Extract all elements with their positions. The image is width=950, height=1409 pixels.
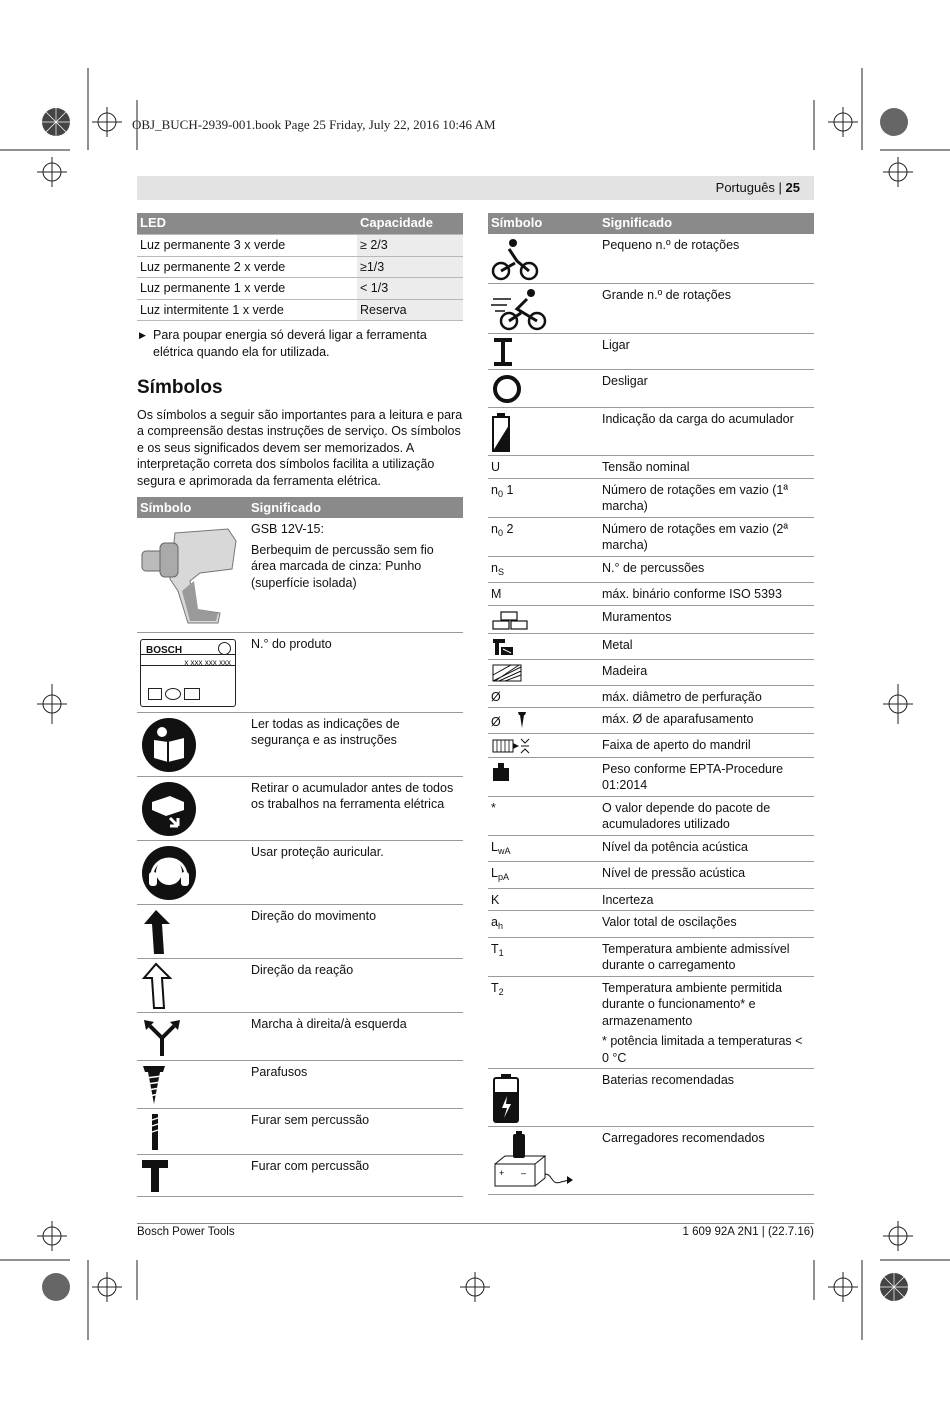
table-row [137,1012,463,1060]
drill-bit-icon [140,1112,170,1152]
capacity-cell: ≥1/3 [357,256,463,278]
table-row [488,757,814,796]
table-row [137,1108,463,1154]
table-row [137,1154,463,1196]
symbol-u: U [488,456,599,479]
drill-icon [140,521,240,626]
table-row [137,840,463,904]
plate-number: x xxx xxx xxx [184,657,231,667]
table-row [137,278,463,300]
reaction-direction-text: Direção da reação [248,958,463,1012]
left-column [137,213,463,1197]
ear-protection-icon [140,844,198,902]
table-row [488,862,814,889]
recommended-battery-icon [491,1072,521,1124]
symbol-screw-diameter: Ø [488,708,599,734]
table-row [137,904,463,958]
nameplate-icon [140,639,236,707]
table-row [137,235,463,257]
uncertainty-text: Incerteza [599,888,814,911]
symbol-lwa: $L_{wA}$ [488,835,599,862]
vibration-text: Valor total de oscilações [599,911,814,938]
drill-model: GSB 12V-15: [251,522,324,537]
off-symbol-icon [491,373,523,405]
movement-direction-text: Direção do movimento [248,904,463,958]
chuck-range-text: Faixa de aperto do mandril [599,733,814,757]
symbol-lpa: $L_{pA}$ [488,862,599,889]
table-row [488,1069,814,1127]
table-row [488,234,814,284]
intro-paragraph: Os símbolos a seguir são importantes para a leitura e para a compreensão destas instruções de serviço. Os símbolos e os seus significados devem ser memorizados. A interpretação correta dos símbolos facilita a utilização segura e aprimorada da ferramenta elétrica. [137,407,463,488]
table-row [488,796,814,835]
table-row [488,911,814,938]
arrow-filled-icon [140,908,180,956]
remove-battery-text: Retirar o acumulador antes de todos os trabalhos na ferramenta elétrica [248,776,463,840]
masonry-icon [491,609,531,631]
table-row [488,888,814,911]
recommended-chargers-text: Carregadores recomendados [599,1127,814,1195]
drill-impact-text: Furar com percussão [248,1154,463,1196]
recommended-charger-icon [491,1130,575,1192]
impact-rate-text: N.° de percussões [599,556,814,583]
table-row [488,408,814,456]
wood-icon [491,663,523,683]
symbol-header: Símbolo [488,213,599,234]
off-text: Desligar [599,370,814,408]
symbol-asterisk: * [488,796,599,835]
masonry-text: Muramentos [599,605,814,633]
page-header [137,176,814,200]
led-cell: Luz permanente 3 x verde [137,235,357,257]
remove-battery-icon [140,780,198,838]
symbol-ns: $n_S$ [488,556,599,583]
no-load-speed-2-text: Número de rotações em vazio (2ª marcha) [599,517,814,556]
read-manual-icon [140,716,198,774]
product-number-label: N.° do produto [248,632,463,712]
arrow-outline-icon [140,962,180,1010]
capacity-cell: Reserva [357,299,463,321]
symbol-ah: $a_h$ [488,911,599,938]
sound-pressure-text: Nível de pressão acústica [599,862,814,889]
capacity-cell: ≥ 2/3 [357,235,463,257]
rated-voltage-text: Tensão nominal [599,456,814,479]
symbol-n0-2: $n_0$ 2 [488,517,599,556]
svg-text:+: + [499,1168,505,1178]
symbol-header: Símbolo [137,497,248,518]
table-row [137,712,463,776]
on-symbol-icon [491,337,517,367]
led-table [137,213,463,321]
header-language: Português | [715,180,786,195]
table-row [137,958,463,1012]
symbol-k: K [488,888,599,911]
battery-charge-icon [491,411,511,453]
table-row [488,733,814,757]
recommended-batteries-text: Baterias recomendadas [599,1069,814,1127]
table-row [488,556,814,583]
table-row [488,456,814,479]
ear-protection-text: Usar proteção auricular. [248,840,463,904]
table-row [488,835,814,862]
drill-description: Berbequim de percussão sem fio área marcada de cinza: Punho (superfície isolada) [251,542,434,590]
wood-text: Madeira [599,659,814,685]
footer-left: Bosch Power Tools [137,1226,235,1238]
symbols-table-right [488,213,814,1195]
right-column [488,213,814,1195]
table-row [137,256,463,278]
temp-footnote: * potência limitada a temperaturas < 0 °C [602,1034,803,1065]
symbol-t2: $T_2$ [488,976,599,1069]
file-info-bar: OBJ_BUCH-2939-001.book Page 25 Friday, July 22, 2016 10:46 AM [132,117,496,132]
metal-text: Metal [599,633,814,659]
table-row [488,1127,814,1195]
capacity-cell: < 1/3 [357,278,463,300]
svg-text:–: – [521,1168,527,1178]
charging-temp-text: Temperatura ambiente admissível durante o carregamento [599,937,814,976]
weight-text: Peso conforme EPTA-Procedure 01:2014 [599,757,814,796]
table-row [488,583,814,606]
led-cell: Luz intermitente 1 x verde [137,299,357,321]
energy-note: ▶ Para poupar energia só deverá ligar a ferramenta elétrica quando ela for utilizada. [137,327,463,360]
battery-charge-text: Indicação da carga do acumulador [599,408,814,456]
capacity-header: Capacidade [357,213,463,235]
page-number: 25 [785,180,800,195]
led-header: LED [137,213,357,235]
cyclist-fast-icon [491,287,547,331]
high-speed-text: Grande n.º de rotações [599,284,814,334]
direction-switch-text: Marcha à direita/à esquerda [248,1012,463,1060]
table-row [488,334,814,370]
max-drill-diameter-text: máx. diâmetro de perfuração [599,685,814,708]
table-row [488,517,814,556]
weight-icon [491,761,511,783]
operating-temp-text: Temperatura ambiente permitida durante o funcionamento* e armazenamento [602,980,782,1028]
symbol-m: M [488,583,599,606]
table-row [137,299,463,321]
low-speed-text: Pequeno n.º de rotações [599,234,814,284]
symbol-n0-1: $n_0$ 1 [488,478,599,517]
hammer-icon [140,1158,170,1194]
table-row [137,776,463,840]
table-row [488,708,814,734]
meaning-header: Significado [599,213,814,234]
table-row [137,518,463,632]
footer-right: 1 609 92A 2N1 | (22.7.16) [682,1226,814,1238]
table-row [488,976,814,1069]
table-row [488,605,814,633]
max-torque-text: máx. binário conforme ISO 5393 [599,583,814,606]
drill-no-impact-text: Furar sem percussão [248,1108,463,1154]
metal-icon [491,637,515,657]
screws-text: Parafusos [248,1060,463,1108]
symbols-table-left [137,497,463,1197]
meaning-header: Significado [248,497,463,518]
table-row [488,284,814,334]
footer-rule [137,1223,814,1224]
table-row [488,685,814,708]
table-row [488,937,814,976]
screw-icon [140,1064,170,1106]
table-row [488,659,814,685]
table-row [488,633,814,659]
led-cell: Luz permanente 1 x verde [137,278,357,300]
fork-arrow-icon [140,1016,184,1058]
battery-dependent-text: O valor depende do pacote de acumuladores utilizado [599,796,814,835]
sound-power-text: Nível da potência acústica [599,835,814,862]
plate-brand: BOSCH [146,644,183,656]
small-screw-icon [515,711,529,729]
table-row [137,1060,463,1108]
section-title: Símbolos [137,377,223,398]
read-manual-text: Ler todas as indicações de segurança e as instruções [248,712,463,776]
chuck-icon [491,737,531,755]
symbol-diameter: Ø [488,685,599,708]
on-text: Ligar [599,334,814,370]
table-row [137,632,463,712]
table-row [488,370,814,408]
no-load-speed-1-text: Número de rotações em vazio (1ª marcha) [599,478,814,517]
led-cell: Luz permanente 2 x verde [137,256,357,278]
cyclist-slow-icon [491,237,539,281]
table-row [488,478,814,517]
max-screw-diameter-text: máx. Ø de aparafusamento [599,708,814,734]
symbol-t1: $T_1$ [488,937,599,976]
